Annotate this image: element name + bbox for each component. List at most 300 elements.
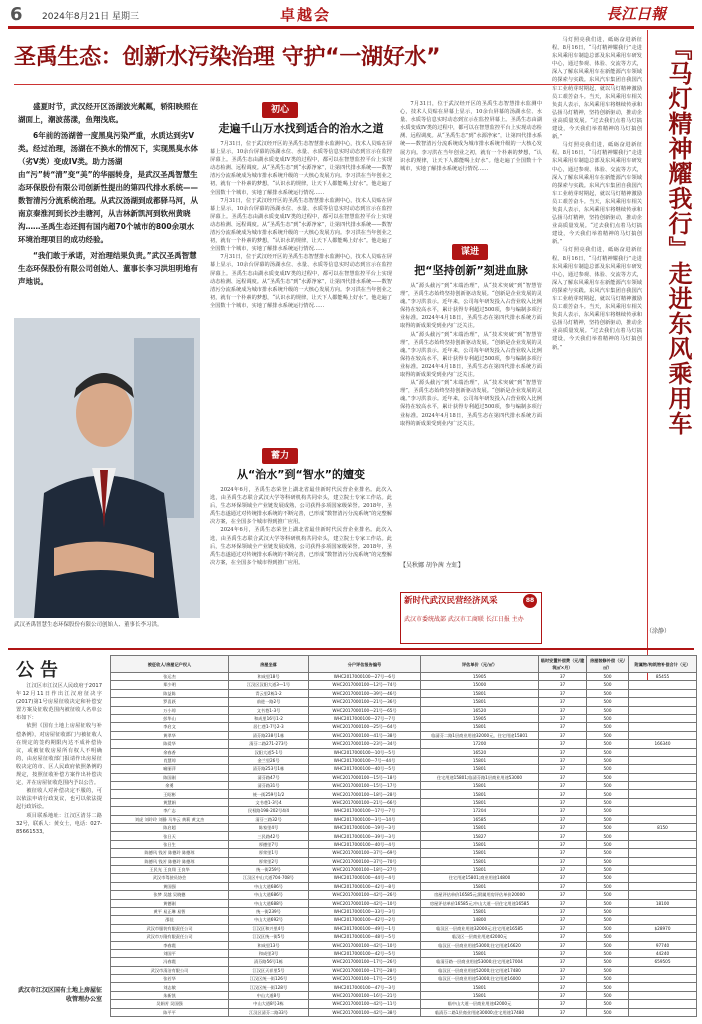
lead-paragraphs [18,100,200,300]
table-cell [629,857,697,865]
table-cell: 500 [587,941,629,949]
notice-p2: 依照《国有土地上房屋征收与补偿条例》，对房屋征收部门与被征收人在规定的签约期限内达不成补偿协议，或被征收房屋所有权人不明确的，由房屋征收部门报请作出房屋征收决定的市、区人民政府依照条例的规定，按照征收补偿方案作出补偿决定，并在房屋征收范围内予以公告。 [16,723,102,787]
table-cell: 16585 [421,815,539,823]
table-cell: WHC2017000100—42号—10号 [309,899,421,907]
table-cell: 陈家里4号 [229,824,309,832]
table-cell: 15905 [421,673,539,681]
table-cell [629,782,697,790]
table-cell: 黄德刚 [111,899,229,907]
table-cell: 500 [587,991,629,999]
table-cell: 15801 [421,723,539,731]
promo-badge: 88 [523,594,537,608]
table-header-cell: 分户评估报告编号 [309,656,421,673]
table-cell: 500 [587,857,629,865]
table-cell: 37 [539,798,587,806]
table-cell: WHC2017000100—42号—11号 [309,1000,421,1008]
table-cell: 37 [539,891,587,899]
table-cell: 500 [587,714,629,722]
newspaper-logo: 長江日報 [606,5,667,23]
table-cell: 15801 [421,949,539,957]
table-cell: 37 [539,933,587,941]
table-cell: 临汉区一层商业用途42000元 [421,933,539,941]
table-cell: 江汉区统一街5号 [229,933,309,941]
table-cell: 37 [539,756,587,764]
table-header-row [111,656,697,673]
table-cell: 37 [539,865,587,873]
table-cell: 37 [539,916,587,924]
table-cell: WHC2017000100—18号—27号 [309,865,421,873]
table-cell: 44240 [629,949,697,957]
table-cell: 武汉市清洁有限公司 [111,966,229,974]
table-row [111,916,697,924]
byline: 【吴秋娜 胡争茜 左虹】 [400,562,464,569]
table-cell [629,773,697,781]
table-cell: WHC2017000100—25号—64号 [309,723,421,731]
table-cell: 房屋评估单价16585元;中山大道一层住宅用途16585 [421,899,539,907]
table-row [111,840,697,848]
table-cell: 15827 [421,832,539,840]
table-cell [629,891,697,899]
promo-title: 新时代武汉民营经济风采 [404,596,498,606]
table-cell: 陈平平 [111,1008,229,1016]
table-row [111,714,697,722]
vertical-title: 『马灯精神耀我行』走进东风乘用车 [664,36,693,436]
table-cell: 166340 [629,740,697,748]
table-row [111,698,697,706]
table-cell: WHC2017000100—40号—5号 [309,765,421,773]
table-cell: 黄慧娟 [111,798,229,806]
table-cell: 清芬路47号 [229,773,309,781]
table-row [111,740,697,748]
table-cell: 8150 [629,824,697,832]
table-row [111,832,697,840]
table-header-cell: 附属物/构筑物补偿合计（元） [629,656,697,673]
lead-p1: 盛夏时节，武汉经开区汤湖波光粼粼，轿阳映照在湖面上，潮波荡漾，鱼翔浅底。 [18,102,198,124]
table-cell: 500 [587,924,629,932]
body-s1-p1: 7月31日，位于武汉经开区的圣禹生态智慧排水监测中心，技术人员贴在屏幕上显示，10余台屏幕的汤湖水位、水量、水质等信息实时动态到宣示在监控屏幕上。圣禹生态由湖水质变成IV类的过程中，都可以在智慧监控平台上实现动态检测、远程调度。从“圣禹生态”到“水源净家”，让第四代排水系统——数智清污分流系统成为城市排水系统升级的一大核心发展方向。李习洪在当年创业之初，就有一个朴素的梦想，“认识水的规律，让天下人都能喝上好水”。他走遍了全国数十个城市，实地了解排水系统运行情况…… [210,141,392,196]
table-cell: 15801 [421,857,539,865]
table-row [111,748,697,756]
table-cell: 37 [539,983,587,991]
table-cell: 中山大道692号 [229,916,309,924]
table-row [111,681,697,689]
table-cell [629,731,697,739]
table-cell: 陈启超 [111,824,229,832]
table-cell [629,933,697,941]
table-cell: 16520 [421,748,539,756]
table-cell: 邵佳 [111,916,229,924]
notice-p4: 项目联系地址：江汉区清芬二路32号，联系人：黄女士，电话：027-85661533。 [16,812,102,835]
table-cell: 王民光 王良翔 王良华 [111,865,229,873]
table-cell: 37 [539,782,587,790]
notice-p1: 江汉区市江汉区人民政府于2017年12月11日作出江汉府征决字(2017)第1号房屋征收决定和补偿安置方案及征收范围内被征收人名单公布如下： [16,683,102,722]
table-cell: 武汉市服装有限责任公司 [111,924,229,932]
table-cell: 彭华山 [111,714,229,722]
table-row [111,924,697,932]
table-cell: 500 [587,673,629,681]
body-text-s2 [210,486,392,641]
table-row [111,882,697,890]
table-cell: 15000 [421,681,539,689]
table-row [111,907,697,915]
table-cell: 37 [539,1008,587,1016]
table-cell [629,698,697,706]
table-cell: WHC2017000100—37号—69号 [309,849,421,857]
table-cell: 中山大道688号 [229,899,309,907]
table-cell: 500 [587,882,629,890]
table-cell: 37 [539,975,587,983]
table-cell: 李启文 [111,723,229,731]
table-cell: 85455 [629,673,697,681]
table-cell: 临中山大道一层商业用途42000元 [421,1000,539,1008]
table-cell: 500 [587,958,629,966]
table-cell: 500 [587,723,629,731]
table-cell: 和成里13号 [229,941,309,949]
table-row [111,723,697,731]
table-cell: 临清芬路一层商业用途53000;住宅用途17004 [421,958,539,966]
table-row [111,966,697,974]
table-cell: 500 [587,899,629,907]
body-s3-p2: 从“源头截污”到“末端治理”，从“技术突破”到“智慧管理”，圣禹生态始终坚持创新驱动发展。“创新是企业发展的灵魂。”李习洪表示。近年来，公司每年研发投入占营业收入比例保持在较高水平，累计获得专利超过500项，参与编制多项行业标准。2024年4月18日，圣禹生态在第四代排水系统方面取得的新成果受到业内广泛关注。 [400,331,542,379]
table-cell: 和成里18号 [229,673,309,681]
table-cell: 厚荣里2号 [229,857,309,865]
issue-date: 2024年8月21日 星期三 [42,12,139,22]
table-cell: 500 [587,756,629,764]
table-cell: 房屋评估单价16585元;附属用房评估单价20000 [421,891,539,899]
table-header-cell: 房屋装修补偿（元/㎡） [587,656,629,673]
table-cell: 居仁巷1-7号2-3 [229,723,309,731]
right-col-p3: 马灯照亮我们进，砥砺奋进新征程。8月16日，“马灯精神耀我行”走进东风乘用车制造总部及东风乘用车研发中心，通过参观、体验、交流等方式，深入了解东风乘用车在新能源汽车领域的探索与实践。东风汽车集团自我国汽车工业萌芽时期起，就以马灯精神激励员工艰苦奋斗。当天，东风乘用车相关负责人表示，东风乘用车将继续传承和弘扬马灯精神，坚持创新驱动，推动企业高质量发展。“过去我们点着马灯搞建设，今天我们举着精神的马灯搞创新。” [552,247,642,351]
table-cell: 和成里16号1-2 [229,714,309,722]
table-cell: 37 [539,874,587,882]
table-cell: 500 [587,698,629,706]
table-cell: 江汉区统一街128号 [229,983,309,991]
table-cell: 江汉区和兴里4号 [229,924,309,932]
table-cell: 15801 [421,824,539,832]
table-cell: 500 [587,1000,629,1008]
page-number: 6 [10,4,23,25]
table-cell: WHC2017000100—21号—36号 [309,698,421,706]
table-cell: 黄国强 [111,882,229,890]
table-cell: 500 [587,815,629,823]
table-cell: 500 [587,740,629,748]
table-row [111,731,697,739]
table-row [111,790,697,798]
table-row [111,706,697,714]
table-cell: 15801 [421,698,539,706]
table-cell: 文书巷1-3号4 [229,798,309,806]
table-cell: 37 [539,907,587,915]
table-cell: 中山大道8号 [229,991,309,999]
body-s3-p1: 从“源头截污”到“末端治理”，从“技术突破”到“智慧管理”，圣禹生态始终坚持创新驱动发展。“创新是企业发展的灵魂。”李习洪表示。近年来，公司每年研发投入占营业收入比例保持在较高水平，累计获得专利超过500项，参与编制多项行业标准。2024年4月18日，圣禹生态在第四代排水系统方面取得的新成果受到业内广泛关注。 [400,283,542,330]
right-col-p1: 马灯照亮我们进，砥砺奋进新征程。8月16日，“马灯精神耀我行”走进东风乘用车制造总部及东风乘用车研发中心，通过参观、体验、交流等方式，深入了解东风乘用车在新能源汽车领域的探索与实践。东风汽车集团自我国汽车工业萌芽时期起，就以马灯精神激励员工艰苦奋斗。当天，东风乘用车相关负责人表示，东风乘用车将继续传承和弘扬马灯精神，坚持创新驱动，推动企业高质量发展。“过去我们点着马灯搞建设，今天我们举着精神的马灯搞创新。” [552,37,642,141]
table-cell: 500 [587,782,629,790]
table-cell: WHC2017000100—16号—21号 [309,991,421,999]
table-cell: 清芬路31号 [229,782,309,790]
editor-credit: （涂静） [646,628,671,635]
table-cell: 37 [539,899,587,907]
table-cell: WHC2017000100—17号—7号 [309,807,421,815]
right-col-p2: 马灯照亮我们进，砥砺奋进新征程。8月16日，“马灯精神耀我行”走进东风乘用车制造总部及东风乘用车研发中心，通过参观、体验、交流等方式，深入了解东风乘用车在新能源汽车领域的探索与实践。东风汽车集团自我国汽车工业萌芽时期起，就以马灯精神激励员工艰苦奋斗。当天，东风乘用车相关负责人表示，东风乘用车将继续传承和弘扬马灯精神，坚持创新驱动，推动企业高质量发展。“过去我们点着马灯搞建设，今天我们举着精神的马灯搞创新。” [552,142,642,246]
table-cell [629,748,697,756]
table-cell [629,681,697,689]
table-cell: 陈国刚 [111,773,229,781]
table-cell: WHC2017000100—39号—46号 [309,689,421,697]
table-cell: 三民路42号 [229,832,309,840]
table-cell: 万小琼 [111,706,229,714]
table-cell: 500 [587,840,629,848]
table-cell: 500 [587,765,629,773]
portrait-photo [14,318,200,618]
body-s2-p2: 2024年6月，圣禹生态荣登上湖北省最佳新时代民营企业排名。此次入选，由圣禹生态联合武汉大学等科研机构共同牵头，建立院士专家工作站。此后，生态环保领域全产业链发展成熟，公司获得多项国家级荣誉。2018年，圣禹生态遂通过对传统排水系统的不断完善，已形成“数智清污分流系统”的完整解决方案，在全国多个城市得到推广应用。 [210,527,392,566]
table-cell: WHC2017000100—39号—3号 [309,832,421,840]
table-cell: 659505 [629,958,697,966]
section-divider [8,648,694,650]
table-body [111,673,697,1017]
table-cell [629,1008,697,1016]
table-cell: 陈益陈 [111,689,229,697]
table-row [111,865,697,873]
table-cell: 统一街259号1/2 [229,790,309,798]
table-cell: 500 [587,983,629,991]
table-cell: 37 [539,941,587,949]
table-cell: 37 [539,857,587,865]
table-cell: WHC2017000100—23号—34号 [309,740,421,748]
table-row [111,849,697,857]
promo-organizers: 武汉市委统战部 武汉市工商联 长江日报 主办 [404,616,524,623]
body-s1-p3: 7月31日，位于武汉经开区的圣禹生态智慧排水监测中心，技术人员贴在屏幕上显示，10余台屏幕的汤湖水位、水量、水质等信息实时动态到宣示在监控屏幕上。圣禹生态由湖水质变成IV类的过程中，都可以在智慧监控平台上实现动态检测、远程调度。从“圣禹生态”到“水源净家”，让第四代排水系统——数智清污分流系统成为城市排水系统升级的一大核心发展方向。李习洪在当年创业之初，就有一个朴素的梦想，“认识水的规律，让天下人都能喝上好水”。他走遍了全国数十个城市，实地了解排水系统运行情况…… [210,254,392,309]
table-row [111,765,697,773]
table-row [111,949,697,957]
table-cell: WHC2017000100—49号—1号 [309,924,421,932]
table-cell: 37 [539,807,587,815]
table-cell: WHC2017000100—33号—3号 [309,907,421,915]
table-header [111,656,697,673]
table-cell: 黄翠华 [111,731,229,739]
table-cell: 500 [587,1008,629,1016]
table-row [111,673,697,681]
table-cell: 500 [587,731,629,739]
table-cell: 江汉区天祥里5号 [229,966,309,974]
table-cell: WHC2017000100—17号—26号 [309,958,421,966]
lead-p2: 6年前的汤湖曾一度黑臭污染严重，水质达到劣V类。经过治理，汤湖在不换水的情况下，实现黑臭水体（劣V类）变成IV类。助力汤湖由“污”转“清”变“美”的华丽转身，是武汉圣禹智慧生态环保股份有限公司创新性提出的第四代排水系统——数智清污分流系统治理。从武汉汤湖到成都驿马河，从南京秦淮河到长沙圭塘河，从吉林新凯河到软州黄晓沟……圣禹生态还拥有国内超70个城市的800余项水环境治理项目的成功经验。 [18,131,198,244]
table-cell: 500 [587,832,629,840]
table-cell: 37 [539,706,587,714]
table-cell: 500 [587,907,629,915]
table-cell: 37 [539,681,587,689]
table-cell: 清芬路56号1栋 [229,958,309,966]
table-cell: 500 [587,874,629,882]
section-title-3: 把“坚持创新”刻进血脉 [414,264,528,277]
body-s1-cont-p1: 7月31日，位于武汉经开区的圣禹生态智慧排水监测中心，技术人员贴在屏幕上显示，10余台屏幕的汤湖水位、水量、水质等信息实时动态到宣示在监控屏幕上。圣禹生态由湖水质变成IV类的过程中，都可以在智慧监控平台上实现动态检测、远程调度。从“圣禹生态”到“水源净家”，让第四代排水系统——数智清污分流系统成为城市排水系统升级的一大核心发展方向。李习洪在当年创业之初，就有一个朴素的梦想，“认识水的规律，让天下人都能喝上好水”。他走遍了全国数十个城市，实地了解排水系统运行情况…… [400,101,542,172]
table-cell: 厚德里7号 [229,840,309,848]
table-cell [629,916,697,924]
table-header-cell: 房屋坐落 [229,656,309,673]
table-cell: 江汉区统一街126号 [229,975,309,983]
table-cell: 15801 [421,865,539,873]
section-title-1: 走遍千山万水找到适合的治水之道 [218,122,384,135]
table-cell: 500 [587,949,629,957]
table-cell [629,865,697,873]
table-cell: 500 [587,891,629,899]
table-cell: 陈德风 钱芳 陈德玲 陈德琼 [111,857,229,865]
table-cell: 37 [539,840,587,848]
table-cell: 500 [587,824,629,832]
table-cell [629,1000,697,1008]
table-cell: 500 [587,975,629,983]
header-rule [8,26,694,29]
table-cell [629,991,697,999]
table-cell: 清芬路238号1栋 [229,731,309,739]
table-cell: 陈爱华 [111,740,229,748]
section-tag-moujin: 谋进 [452,244,488,260]
table-cell: WHC2017000100—37号—70号 [309,857,421,865]
table-cell: 张日天 [111,832,229,840]
table-cell: 37 [539,966,587,974]
table-cell: WHC2017000100—21号—65号 [309,706,421,714]
table-cell: 15801 [421,790,539,798]
table-cell: 37 [539,991,587,999]
table-cell: 15801 [421,765,539,773]
table-row [111,958,697,966]
section-title: 卓越会 [280,6,332,24]
table-cell: WHC2017000100—15号—18号 [309,773,421,781]
table-cell: 李广志 [111,807,229,815]
photo-caption: 武汉圣禹智慧生态环保股份有限公司创始人、董事长李习洪。 [14,622,163,628]
table-cell: WHC2017000100—42号—38号 [309,1008,421,1016]
table-cell: 500 [587,933,629,941]
notice-title: 公告 [16,660,64,681]
table-cell: 37 [539,698,587,706]
table-cell [629,798,697,806]
table-cell: 37 [539,849,587,857]
table-cell: 500 [587,790,629,798]
table-row [111,807,697,815]
table-cell [629,756,697,764]
table-cell: 临汉区一层商业用途52000;住宅用途17480 [421,966,539,974]
table-cell: 500 [587,798,629,806]
table-cell: 江汉区清芬二路33号 [229,1008,309,1016]
section-tag-chuxin: 初心 [262,102,298,118]
table-cell: WHC2017000100—42号—26号 [309,891,421,899]
table-cell: 刘志敏 [111,983,229,991]
table-cell: 张运杰 [111,673,229,681]
table-cell: 朱新凯 [111,991,229,999]
table-cell: 清芬三路32号 [229,815,309,823]
table-cell: 冯春霞 [111,958,229,966]
table-cell [629,966,697,974]
table-cell: 张梦 吴越 吴晓德 [111,891,229,899]
section-tag-xuli: 蓄力 [262,448,298,464]
table-header-cell: 临时安置补偿费（元/建筑㎡×月） [539,656,587,673]
table-cell: 临清芬二路1层商业用途32000元，住宅用途15801 [421,731,539,739]
lead-p3: “我们敢于承诺，对治理结果负责。”武汉圣禹智慧生态环保股份有限公司创始人、董事长李习洪坦明地有声地说。 [18,251,198,286]
table-row [111,773,697,781]
table-cell: WHC2017000100—27号—7号 [309,714,421,722]
table-cell: 临汉区一层商业用途53000;住宅用途16620 [421,941,539,949]
table-cell: 15801 [421,840,539,848]
table-cell [629,983,697,991]
table-cell: 37 [539,748,587,756]
table-cell: 余春香 [111,748,229,756]
table-cell: 37 [539,924,587,932]
table-cell [629,975,697,983]
table-cell: 37 [539,815,587,823]
table-row [111,857,697,865]
table-cell: 余勇 [111,782,229,790]
table-cell: 15801 [421,849,539,857]
table-cell [629,832,697,840]
table-cell [629,723,697,731]
table-row [111,975,697,983]
table-cell: 刘虎 刘玲玲 刘静 马华云 黄莉 黄文杰 [111,815,229,823]
notice-body [16,682,102,972]
table-cell: 中山大道8号3栋 [229,1000,309,1008]
table-cell: 500 [587,966,629,974]
table-cell: 500 [587,681,629,689]
table-cell: 15801 [421,782,539,790]
table-cell [629,874,697,882]
table-cell: 15801 [421,756,539,764]
table-header-cell: 评估单价（元/㎡） [421,656,539,673]
portrait-illustration [14,318,200,618]
table-cell: 吴娟芳 吴国强 [111,1000,229,1008]
table-cell: 住宅用途15801;临清芬路1层商业用途53000 [421,773,539,781]
table-row [111,1008,697,1016]
table-cell: 张若华 [111,975,229,983]
table-cell: 37 [539,832,587,840]
table-cell: 李春霞 [111,941,229,949]
table-cell: 喻丽萍 [111,765,229,773]
right-column-text [552,36,642,622]
table-cell: 刘国平 [111,949,229,957]
table-cell: WHC2017000100—7号—44号 [309,756,421,764]
table-cell: 17200 [421,740,539,748]
table-cell [629,706,697,714]
headline-rule [14,84,614,85]
table-row [111,756,697,764]
table-cell: WHC2017000100—12号—74号 [309,681,421,689]
table-cell: 37 [539,765,587,773]
table-cell [629,907,697,915]
table-cell [629,689,697,697]
table-cell: 统一街259号 [229,865,309,873]
table-cell: 金兰里26号 [229,756,309,764]
table-cell: 37 [539,773,587,781]
table-cell: 汉阳大道5-1号 [229,748,309,756]
table-row [111,782,697,790]
table-cell: 18100 [629,899,697,907]
table-row [111,874,697,882]
table-row [111,689,697,697]
table-cell: 500 [587,916,629,924]
table-cell: 文书巷1-3号 [229,706,309,714]
table-cell: 15905 [421,714,539,722]
table-cell: 肖慧琼 [111,756,229,764]
notice-p3: 被征收人对补偿决定不服的，可以依法申请行政复议，也可以依法提起行政诉讼。 [16,788,102,811]
table-cell: WHC2017000100—42号—5号 [309,949,421,957]
table-cell [629,840,697,848]
table-cell: 37 [539,689,587,697]
table-cell [629,714,697,722]
table-cell: 临清芬二路1层商业用途30000;住宅用途17480 [421,1008,539,1016]
table-cell [629,807,697,815]
table-cell: 厚荣里1号 [229,849,309,857]
table-cell: 15801 [421,983,539,991]
table-cell: WHC2017000100—42号—2号 [309,916,421,924]
compensation-table [110,655,697,1017]
table-cell: 武汉市驾驶员协会 [111,874,229,882]
